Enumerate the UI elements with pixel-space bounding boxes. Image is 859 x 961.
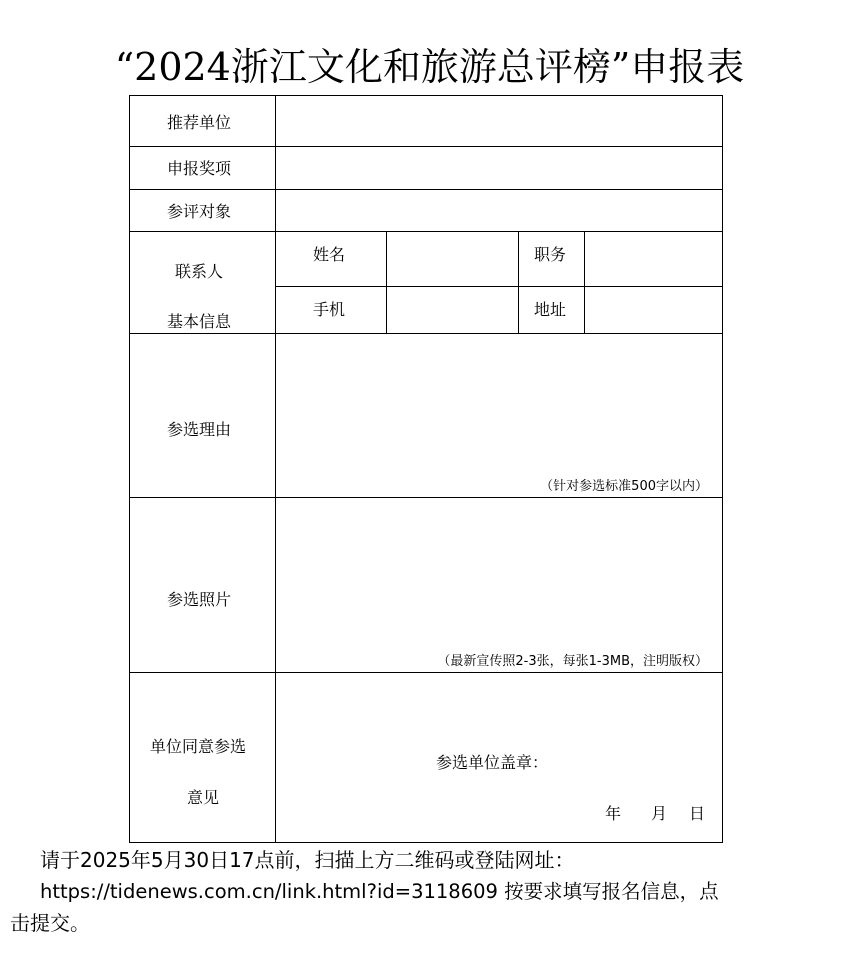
date-month: 月 <box>651 804 668 823</box>
page-title: “2024浙江文化和旅游总评榜”申报表 <box>114 45 745 89</box>
footer-line3: 击提交。 <box>10 911 90 935</box>
label-contact-line2: 基本信息 <box>167 312 232 331</box>
reason-field[interactable] <box>276 334 722 497</box>
label-target: 参评对象 <box>167 202 232 221</box>
reason-note: （针对参选标准500字以内） <box>540 479 708 494</box>
date-year: 年 <box>605 804 622 823</box>
label-reason: 参选理由 <box>167 420 232 439</box>
label-consent-line1: 单位同意参选 <box>150 737 247 756</box>
label-recommend-unit: 推荐单位 <box>167 113 232 132</box>
photos-note: （最新宣传照2-3张，每张1-3MB，注明版权） <box>437 654 708 669</box>
label-phone: 手机 <box>313 300 346 319</box>
seal-label: 参选单位盖章： <box>436 753 549 772</box>
phone-field[interactable] <box>387 287 518 333</box>
award-field[interactable] <box>276 147 722 189</box>
recommend-unit-field[interactable] <box>276 96 722 146</box>
date-day: 日 <box>689 804 706 823</box>
label-consent-line2: 意见 <box>187 788 220 807</box>
label-address: 地址 <box>534 300 567 319</box>
address-field[interactable] <box>585 287 722 333</box>
label-award: 申报奖项 <box>167 159 232 178</box>
application-form <box>129 95 723 843</box>
position-field[interactable] <box>585 232 722 286</box>
photos-field[interactable] <box>276 498 722 672</box>
footer-line1: 请于2025年5月30日17点前，扫描上方二维码或登陆网址： <box>40 848 575 872</box>
row-divider <box>130 672 722 673</box>
name-field[interactable] <box>387 232 518 286</box>
label-name: 姓名 <box>313 245 346 264</box>
target-field[interactable] <box>276 190 722 231</box>
label-contact-line1: 联系人 <box>175 262 224 281</box>
column-divider <box>518 231 519 333</box>
label-photos: 参选照片 <box>167 590 232 609</box>
footer-line2: https://tidenews.com.cn/link.html?id=3118609 按要求填写报名信息，点 <box>40 880 719 903</box>
label-position: 职务 <box>534 245 567 264</box>
